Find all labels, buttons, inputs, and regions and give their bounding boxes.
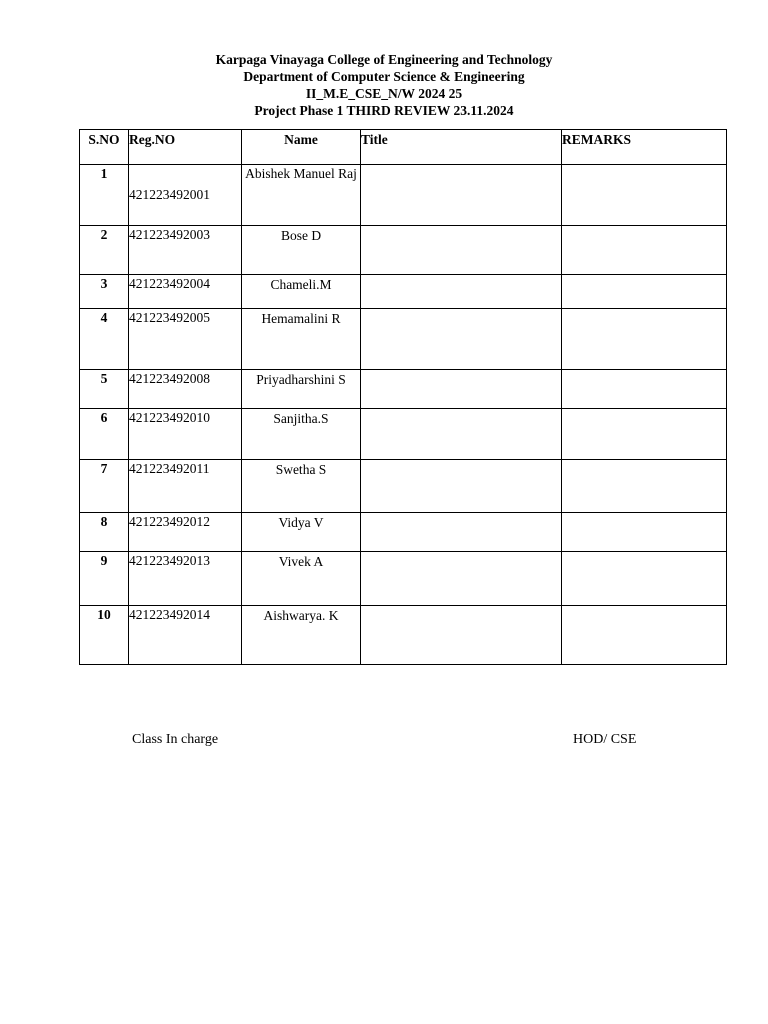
table-row	[80, 460, 727, 513]
sno-cell: 4	[80, 309, 129, 370]
sno-cell: 2	[80, 226, 129, 275]
table-row	[80, 309, 727, 370]
column-header-remarks: REMARKS	[562, 130, 727, 165]
remarks-cell	[562, 309, 727, 370]
name-cell: Aishwarya. K	[242, 606, 361, 665]
table-row	[80, 409, 727, 460]
name-cell: Sanjitha.S	[242, 409, 361, 460]
table-row	[80, 165, 727, 226]
sno-cell: 9	[80, 552, 129, 606]
title-cell	[361, 226, 562, 275]
regno-cell: 421223492003	[129, 226, 242, 275]
regno-cell: 421223492014	[129, 606, 242, 665]
title-cell	[361, 275, 562, 309]
table-row	[80, 552, 727, 606]
remarks-cell	[562, 165, 727, 226]
column-header-name: Name	[242, 130, 361, 165]
department-name: Department of Computer Science & Engineering	[243, 69, 525, 84]
student-table	[79, 129, 727, 665]
regno-cell: 421223492010	[129, 409, 242, 460]
column-header-sno: S.NO	[80, 130, 129, 165]
remarks-cell	[562, 226, 727, 275]
sno-cell: 6	[80, 409, 129, 460]
title-cell	[361, 606, 562, 665]
title-cell	[361, 370, 562, 409]
name-cell: Swetha S	[242, 460, 361, 513]
sno-cell: 7	[80, 460, 129, 513]
table-row	[80, 370, 727, 409]
table-row	[80, 513, 727, 552]
title-cell	[361, 460, 562, 513]
name-cell: Bose D	[242, 226, 361, 275]
regno-cell: 421223492004	[129, 275, 242, 309]
regno-cell: 421223492008	[129, 370, 242, 409]
remarks-cell	[562, 409, 727, 460]
name-cell: Chameli.M	[242, 275, 361, 309]
college-name: Karpaga Vinayaga College of Engineering and Technology	[215, 52, 553, 67]
title-cell	[361, 165, 562, 226]
column-header-title: Title	[361, 130, 562, 165]
name-cell: Vivek A	[242, 552, 361, 606]
regno-cell: 421223492012	[129, 513, 242, 552]
regno-cell: 421223492013	[129, 552, 242, 606]
remarks-cell	[562, 552, 727, 606]
sno-cell: 5	[80, 370, 129, 409]
sno-cell: 3	[80, 275, 129, 309]
sno-cell: 1	[80, 165, 129, 226]
class-code: II_M.E_CSE_N/W 2024 25	[305, 86, 463, 101]
name-cell: Vidya V	[242, 513, 361, 552]
sno-cell: 10	[80, 606, 129, 665]
name-cell: Hemamalini R	[242, 309, 361, 370]
title-cell	[361, 309, 562, 370]
sno-cell: 8	[80, 513, 129, 552]
regno-cell: 421223492005	[129, 309, 242, 370]
hod-signature: HOD/ CSE	[573, 732, 637, 747]
title-cell	[361, 552, 562, 606]
regno-cell: 421223492001	[129, 165, 242, 226]
remarks-cell	[562, 606, 727, 665]
remarks-cell	[562, 275, 727, 309]
class-in-charge-signature: Class In charge	[132, 732, 219, 747]
table-row	[80, 606, 727, 665]
name-cell: Abishek Manuel Raj	[242, 165, 361, 226]
title-cell	[361, 513, 562, 552]
title-cell	[361, 409, 562, 460]
regno-cell: 421223492011	[129, 460, 242, 513]
table-row	[80, 226, 727, 275]
remarks-cell	[562, 370, 727, 409]
remarks-cell	[562, 460, 727, 513]
remarks-cell	[562, 513, 727, 552]
column-header-regno: Reg.NO	[129, 130, 242, 165]
name-cell: Priyadharshini S	[242, 370, 361, 409]
review-title: Project Phase 1 THIRD REVIEW 23.11.2024	[254, 103, 514, 118]
table-row	[80, 275, 727, 309]
table-header-row	[80, 130, 727, 165]
document-header	[0, 51, 768, 119]
